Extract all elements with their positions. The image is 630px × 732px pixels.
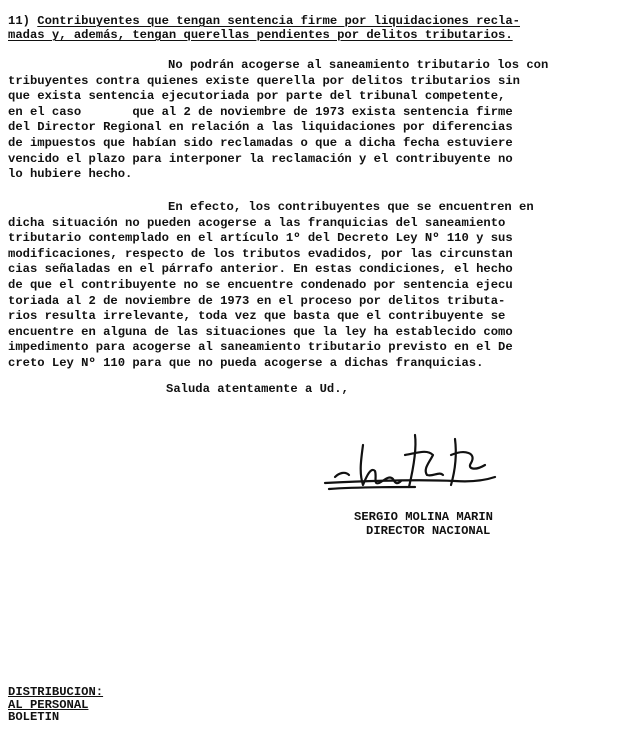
paragraph-line: de impuestos que habían sido reclamadas o que a dicha fecha estuviere [8,135,513,150]
paragraph-line: que exista sentencia ejecutoriada por parte del tribunal competente, [8,89,506,104]
paragraph-line: dicha situación no pueden acogerse a las franquicias del saneamiento [8,215,506,230]
section-number: 11) [8,14,30,28]
paragraph-line: cias señaladas en el párrafo anterior. En estas condiciones, el hecho [8,262,513,277]
paragraph-line: toriada al 2 de noviembre de 1973 en el proceso por delitos tributa- [8,293,506,308]
distribution-item: BOLETIN [8,710,60,724]
paragraph-line: tributario contemplado en el artículo 1º del Decreto Ley Nº 110 y sus [8,231,513,246]
paragraph-line: modificaciones, respecto de los tributos evadidos, por las circunstan [8,246,513,261]
paragraph-line: tribuyentes contra quienes existe querella por delitos tributarios sin [8,73,520,88]
paragraph-line: del Director Regional en relación a las liquidaciones por diferencias [8,120,513,135]
distribution-item: AL PERSONAL [8,697,89,712]
heading-text-1: Contribuyentes que tengan sentencia firme por liquidaciones recla- [37,14,520,28]
paragraph-line: lo hubiere hecho. [8,167,133,182]
paragraph-line: de que el contribuyente no se encuentre condenado por sentencia ejecu [8,277,513,292]
signer-block [354,510,493,538]
paragraph-line: en el caso que al 2 de noviembre de 1973 exista sentencia firme [8,104,513,119]
paragraph-line: rios resulta irrelevante, toda vez que basta que el contribuyente se [8,309,506,324]
closing-greeting: Saluda atentamente a Ud., [166,382,349,396]
paragraph-2 [8,200,624,372]
section-heading [8,14,620,42]
paragraph-line: impedimento para acogerse al saneamiento tributario previsto en el De [8,340,513,355]
paragraph-1 [8,58,624,183]
paragraph-line: encuentre en alguna de las situaciones que la ley ha establecido como [8,324,513,339]
heading-text-2: madas y, además, tengan querellas pendientes por delitos tributarios. [8,28,513,42]
paragraph-line: vencido el plazo para interponer la reclamación y el contribuyente no [8,151,513,166]
heading-line-2 [8,28,620,42]
signer-title: DIRECTOR NACIONAL [366,524,491,538]
paragraph-line: En efecto, los contribuyentes que se encuentren en [168,200,534,214]
handwritten-signature [305,425,505,510]
distribution-heading: DISTRIBUCION: [8,685,104,699]
paragraph-line: creto Ley Nº 110 para que no pueda acogerse a dichas franquicias. [8,355,484,370]
paragraph-line: No podrán acogerse al saneamiento tributario los con [168,58,549,72]
distribution-block [8,686,103,724]
heading-line-1 [8,14,620,28]
signer-name: SERGIO MOLINA MARIN [354,510,493,524]
